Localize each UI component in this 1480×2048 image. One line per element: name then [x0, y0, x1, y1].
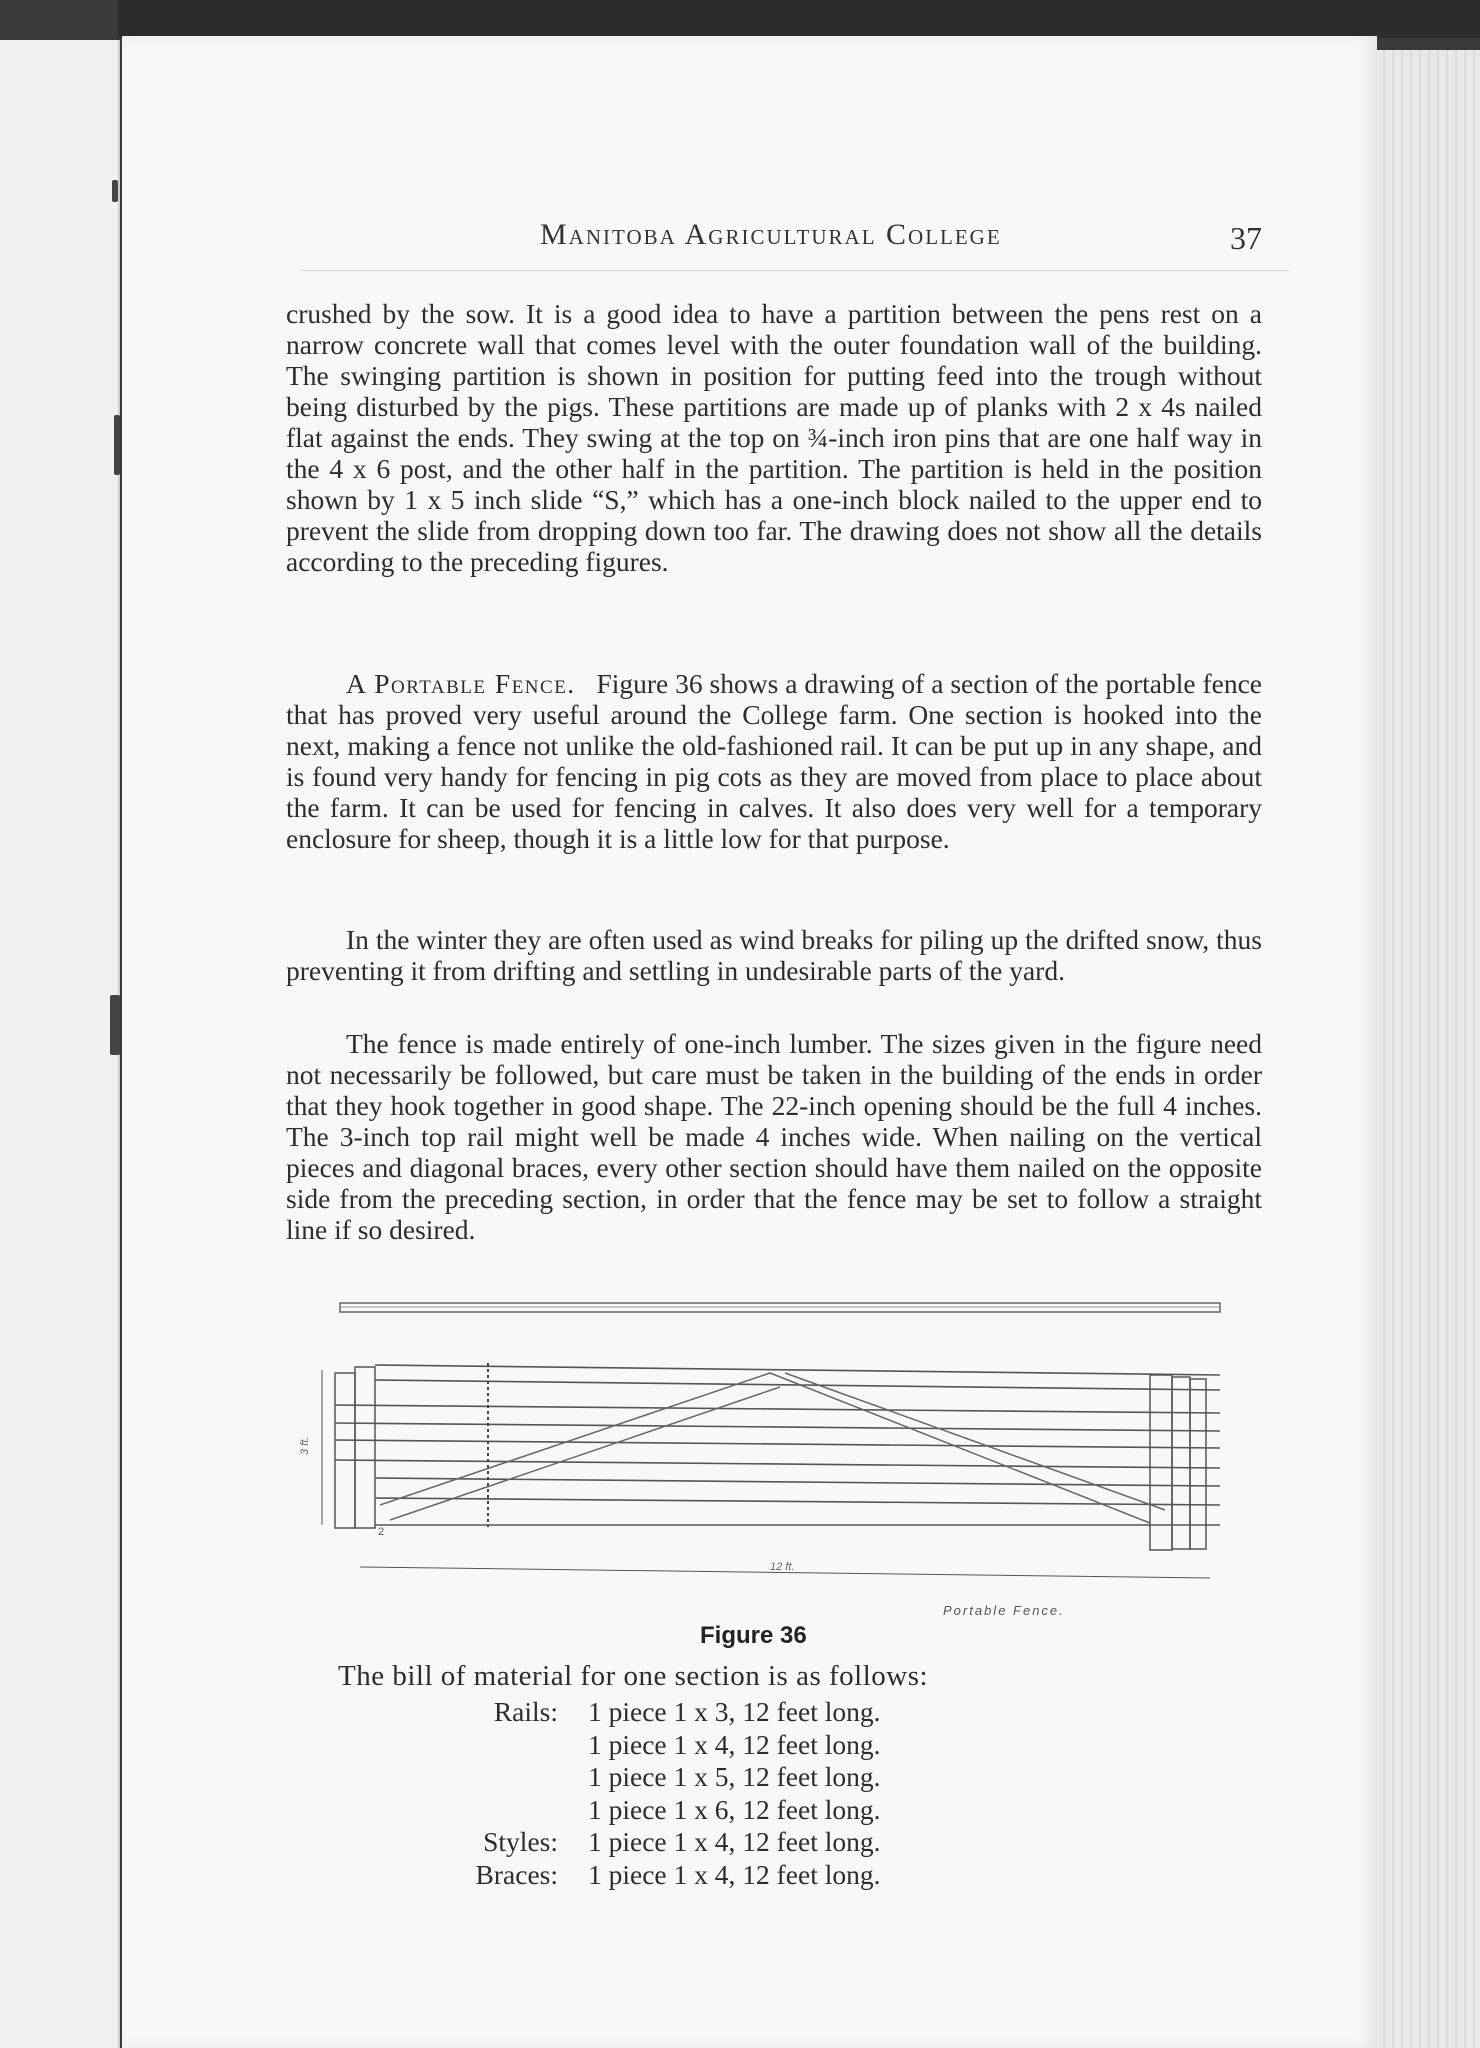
diagonal-brace: [380, 1373, 770, 1505]
right-hook-piece: [1172, 1377, 1190, 1549]
fence-drawing-svg: [299, 1295, 1230, 1625]
bill-item: 1 piece 1 x 5, 12 feet long.: [588, 1761, 881, 1792]
bill-item: 1 piece 1 x 3, 12 feet long.: [588, 1696, 881, 1727]
bill-row: [420, 1859, 880, 1892]
figure-caption: Figure 36: [700, 1622, 807, 1649]
fence-rail: [335, 1440, 1220, 1448]
page-tab-mark: [112, 180, 118, 202]
fence-rail: [335, 1405, 1220, 1413]
paragraph-portable-fence: [286, 668, 1262, 854]
paragraph-construction: The fence is made entirely of one-inch lumber. The sizes given in the figure need not necessarily be followed, but care must be taken in the building of the ends in order that they hook together in good shape. The 22-inch opening should be the full 4 inches. The 3-inch top rail might well be made 4 inches wide. When nailing on the vertical pieces and diagonal braces, every other section should have them nailed on the opposite side from the preceding section, in order that the fence may be set to follow a straight line if so desired.: [286, 1028, 1262, 1245]
fence-rail: [375, 1498, 1220, 1505]
bill-of-material: [420, 1696, 880, 1891]
bill-row: [420, 1761, 880, 1794]
bill-label: Rails:: [493, 1696, 558, 1727]
bill-intro: The bill of material for one section is as follows:: [338, 1660, 929, 1692]
paragraph-partitions: crushed by the sow. It is a good idea to have a partition between the pens rest on a narrow concrete wall that comes level with the outer foundation wall of the building. The swinging partition is shown in position for putting feed into the trough without being disturbed by the pigs. These partitions are made up of planks with 2 x 4s nailed flat against the ends. They swing at the top on ¾-inch iron pins that are one half way in the 4 x 6 post, and the other half in the partition. The partition is held in the position shown by 1 x 5 inch slide “S,” which has a one-inch block nailed to the upper end to prevent the slide from dropping down too far. The drawing does not show all the details according to the preceding figures.: [286, 298, 1262, 577]
bill-row: [420, 1729, 880, 1762]
bill-label: [420, 1729, 588, 1762]
page-tab-mark: [110, 995, 120, 1055]
bill-label: Styles:: [483, 1826, 558, 1857]
bill-item: 1 piece 1 x 4, 12 feet long.: [588, 1858, 881, 1890]
bill-row: [420, 1794, 880, 1827]
facing-page-edge: [0, 40, 120, 2048]
left-post: [335, 1373, 355, 1528]
fence-drawing: [299, 1295, 1230, 1625]
bill-item: 1 piece 1 x 6, 12 feet long.: [588, 1793, 881, 1825]
fence-rail: [375, 1365, 1220, 1375]
fence-rail: [375, 1380, 1220, 1390]
end-dimension-label: 2: [378, 1526, 385, 1538]
plate-label: Portable Fence.: [943, 1603, 1065, 1618]
paragraph-wind-breaks: In the winter they are often used as wind breaks for piling up the drifted snow, thus preventing it from drifting and settling in undesirable parts of the yard.: [286, 924, 1262, 986]
fence-rail: [335, 1423, 1220, 1431]
paragraph-portable-fence-text: Figure 36 shows a drawing of a section of the portable fence that has proved very useful around the College farm. One section is hooked into the next, making a fence not unlike the old-fashioned rail. It can be put up in any shape, and is found very handy for fencing in pig cots as they are moved from place to place about the farm. It can be used for fencing in calves. It also does very well for a temporary enclosure for sheep, though it is a little low for that purpose.: [286, 668, 1262, 854]
height-dimension-label: 3 ft.: [299, 1436, 311, 1455]
diagonal-brace: [770, 1373, 1150, 1523]
left-style: [355, 1367, 375, 1528]
scan-background: [118, 0, 1480, 38]
bill-row: [420, 1826, 880, 1859]
bill-label: [420, 1761, 588, 1794]
fence-rail: [335, 1460, 1220, 1468]
right-style: [1150, 1375, 1172, 1550]
bill-label: Braces:: [475, 1858, 558, 1890]
page-number: 37: [1230, 220, 1262, 256]
bill-row: [420, 1696, 880, 1729]
running-header: Manitoba Agricultural College: [540, 218, 1002, 251]
bill-label: [420, 1794, 588, 1827]
page-tab-mark: [114, 415, 120, 475]
bill-item: 1 piece 1 x 4, 12 feet long.: [588, 1826, 881, 1857]
diagonal-brace: [785, 1373, 1165, 1510]
section-lead: A Portable Fence.: [346, 668, 576, 699]
right-end-piece: [1190, 1379, 1206, 1549]
header-rule: [300, 270, 1290, 271]
bill-item: 1 piece 1 x 4, 12 feet long.: [588, 1728, 881, 1760]
length-dimension-label: 12 ft.: [770, 1561, 795, 1573]
page-stack-edges: [1377, 50, 1480, 2048]
